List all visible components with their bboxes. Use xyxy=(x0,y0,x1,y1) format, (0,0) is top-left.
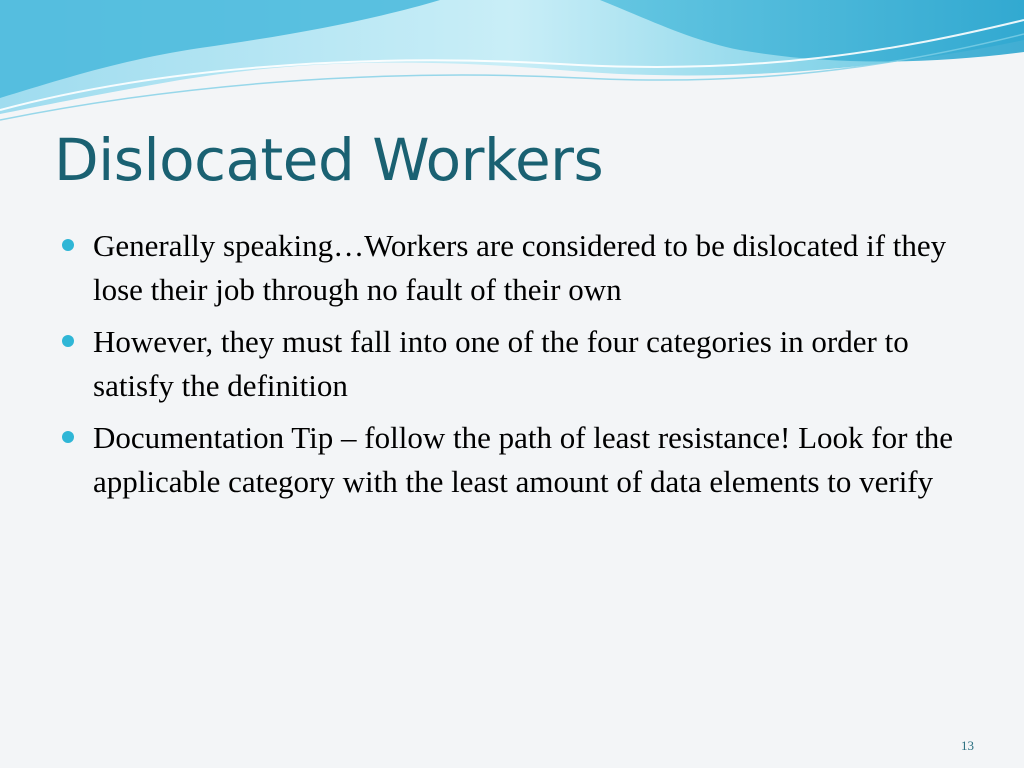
bullet-item xyxy=(60,224,970,312)
slide-number: 13 xyxy=(961,738,974,753)
bullet-item xyxy=(60,416,970,504)
bullet-text: However, they must fall into one of the four categories in order to satisfy the definition xyxy=(93,324,909,403)
bullet-item xyxy=(60,320,970,408)
bullet-list xyxy=(60,224,970,512)
bullet-dot-icon xyxy=(62,335,74,347)
bullet-text: Documentation Tip – follow the path of least resistance! Look for the applicable category with the least amount of data elements to verify xyxy=(93,420,954,499)
header-wave-decoration xyxy=(0,0,1024,130)
slide-title: Dislocated Workers xyxy=(54,126,604,194)
bullet-dot-icon xyxy=(62,431,74,443)
bullet-text: Generally speaking…Workers are considered to be dislocated if they lose their job through no fault of their own xyxy=(93,228,947,307)
bullet-dot-icon xyxy=(62,239,74,251)
